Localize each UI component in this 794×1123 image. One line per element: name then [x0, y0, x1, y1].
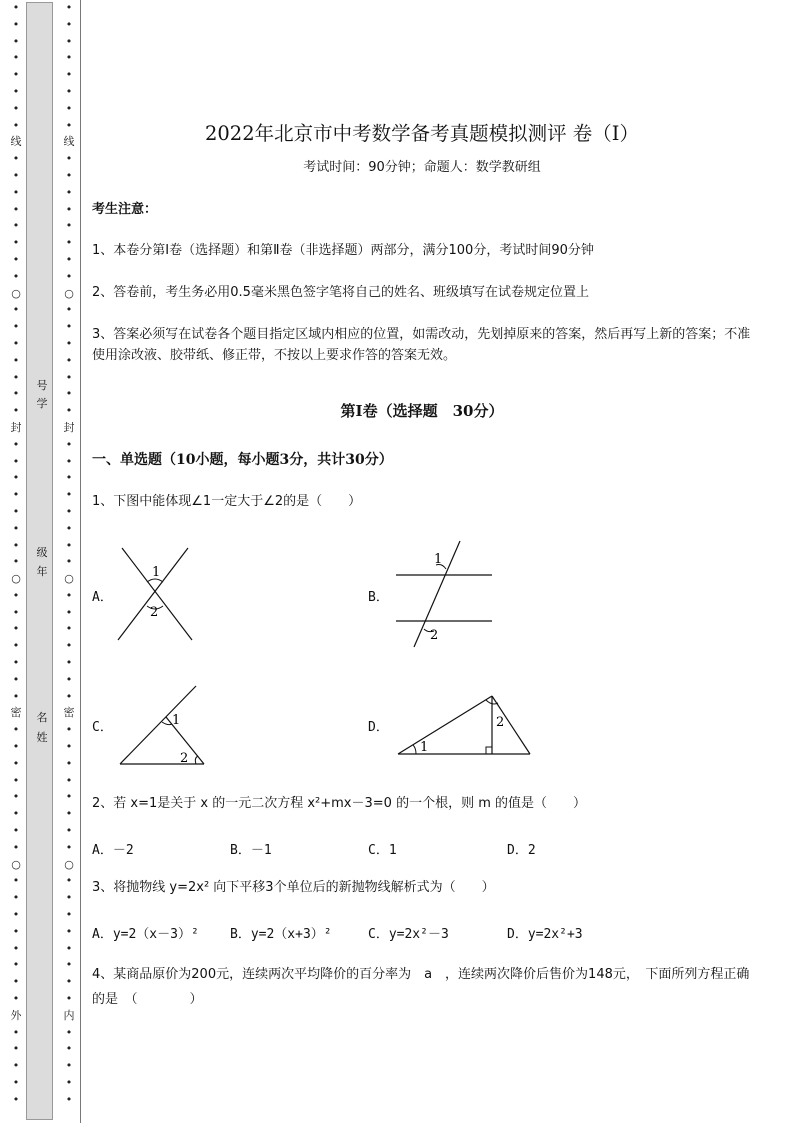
field-label-xuehao-2: 学: [36, 397, 48, 410]
section1-title: 一、单选题（10小题，每小题3分，共计30分）: [92, 452, 393, 468]
binding-dot: •: [12, 202, 20, 216]
binding-dot: •: [12, 605, 20, 619]
binding-dot: •: [12, 622, 20, 636]
binding-dot: •: [65, 252, 73, 266]
binding-dot: •: [65, 605, 73, 619]
q3-option-c: C．y=2x²－3: [368, 927, 449, 942]
q3-option-d: D．y=2x²+3: [507, 927, 583, 942]
binding-dot: •: [12, 1, 20, 14]
binding-dot: •: [65, 387, 73, 401]
binding-dot: •: [12, 1042, 20, 1056]
binding-dot: •: [12, 874, 20, 888]
binding-dot: •: [12, 824, 20, 838]
binding-dot: •: [65, 1076, 73, 1089]
binding-dot: •: [12, 68, 20, 82]
binding-mark: ○: [11, 857, 21, 871]
binding-dot: •: [65, 236, 73, 250]
angle-2-label: 2: [180, 751, 189, 766]
q2-option-c: C．1: [368, 843, 397, 858]
notice-heading: 考生注意：: [92, 202, 158, 217]
binding-dot: •: [12, 958, 20, 972]
binding-dot: •: [65, 538, 73, 552]
q2-option-b: B．－1: [230, 843, 272, 858]
binding-dot: •: [12, 236, 20, 250]
q1-option-d-label: D．: [368, 720, 389, 735]
part1-title: 第Ⅰ卷（选择题 30分）: [340, 402, 504, 420]
binding-dot: •: [12, 992, 20, 1006]
q1-figure-a: [110, 540, 200, 650]
q4-stem: 4、某商品原价为200元，连续两次平均降价的百分率为 a ，连续两次降价后售价为148元， 下面所列方程正确的是 （ ）: [92, 967, 750, 1007]
binding-mark: ○: [64, 286, 74, 300]
notice-item-2: 2、答卷前，考生务必用0.5毫米黑色签字笔将自己的姓名、班级填写在试卷规定位置上: [92, 285, 589, 300]
binding-dot: •: [65, 168, 73, 182]
binding-mark: 封: [10, 420, 22, 434]
binding-dot: •: [65, 756, 73, 770]
binding-dot: •: [65, 672, 73, 686]
binding-dot: •: [65, 353, 73, 367]
binding-mark: 外: [10, 1008, 22, 1022]
q2-option-a: A．－2: [92, 843, 134, 858]
binding-dot: •: [65, 908, 73, 922]
binding-dot: •: [12, 219, 20, 233]
angle-1-label: 1: [420, 740, 429, 755]
binding-dot: •: [65, 84, 73, 98]
binding-mark: ○: [64, 857, 74, 871]
binding-dot: •: [12, 672, 20, 686]
binding-dot: •: [65, 924, 73, 938]
outer-dotted-line: [8, 0, 24, 1123]
binding-dot: •: [12, 152, 20, 166]
binding-dot: •: [65, 51, 73, 65]
binding-dot: •: [65, 689, 73, 703]
binding-dot: •: [12, 504, 20, 518]
arc-2: [195, 756, 198, 764]
binding-mark: 线: [63, 135, 75, 149]
binding-dot: •: [65, 740, 73, 754]
binding-dot: •: [12, 555, 20, 569]
exam-title: 2022年北京市中考数学备考真题模拟测评 卷（Ⅰ）: [204, 122, 640, 145]
margin-rule: [80, 0, 81, 1123]
binding-dot: •: [12, 437, 20, 451]
binding-dot: •: [65, 639, 73, 653]
binding-dot: •: [12, 404, 20, 418]
binding-dot: •: [65, 840, 73, 854]
binding-dot: •: [12, 1076, 20, 1089]
binding-dot: •: [12, 740, 20, 754]
binding-dot: •: [65, 941, 73, 955]
binding-dot: •: [12, 101, 20, 115]
binding-dot: •: [65, 975, 73, 989]
binding-dot: •: [65, 824, 73, 838]
q1-option-c-label: C．: [92, 720, 113, 735]
binding-dot: •: [12, 924, 20, 938]
angle-1-label: 1: [434, 552, 443, 567]
binding-dot: •: [12, 320, 20, 334]
binding-dot: •: [65, 1025, 73, 1039]
binding-mark: 线: [10, 135, 22, 149]
field-label-xingming-1: 名: [36, 711, 48, 724]
binding-dot: •: [12, 336, 20, 350]
binding-mark: 密: [63, 706, 75, 720]
binding-dot: •: [12, 252, 20, 266]
binding-dot: •: [65, 101, 73, 115]
field-label-xuehao-1: 号: [36, 379, 48, 392]
angle-2-label: 2: [150, 605, 159, 620]
inner-dotted-line: [61, 0, 77, 1123]
binding-dot: •: [12, 689, 20, 703]
binding-dot: •: [65, 1092, 73, 1106]
binding-dot: •: [65, 1, 73, 14]
binding-dot: •: [65, 958, 73, 972]
binding-dot: •: [65, 992, 73, 1006]
binding-dot: •: [65, 202, 73, 216]
binding-dot: •: [12, 807, 20, 821]
q1-option-a-label: A．: [92, 590, 113, 605]
binding-dot: •: [65, 269, 73, 283]
binding-dot: •: [65, 874, 73, 888]
binding-mark: ○: [11, 286, 21, 300]
binding-dot: •: [65, 1042, 73, 1056]
field-label-nianji-1: 级: [36, 546, 48, 559]
right-angle-mark: [486, 747, 492, 754]
binding-dot: •: [12, 185, 20, 199]
binding-dot: •: [12, 975, 20, 989]
binding-dot: •: [12, 908, 20, 922]
student-info-column: [26, 2, 53, 1120]
binding-dot: •: [65, 521, 73, 535]
binding-dot: •: [12, 1059, 20, 1073]
binding-dot: •: [12, 639, 20, 653]
binding-dot: •: [12, 387, 20, 401]
binding-dot: •: [12, 773, 20, 787]
notice-item-3: 3、答案必须写在试卷各个题目指定区域内相应的位置，如需改动，先划掉原来的答案，然后再写上新的答案；不准使用涂改液、胶带纸、修正带，不按以上要求作答的答案无效。: [92, 327, 751, 363]
binding-mark: 内: [63, 1008, 75, 1022]
binding-dot: •: [65, 336, 73, 350]
binding-dot: •: [65, 34, 73, 48]
binding-dot: •: [65, 1059, 73, 1073]
binding-dot: •: [12, 118, 20, 132]
binding-dot: •: [12, 454, 20, 468]
binding-dot: •: [65, 622, 73, 636]
angle-2-label: 2: [430, 628, 439, 643]
q2-option-d: D．2: [507, 843, 536, 858]
binding-dot: •: [12, 723, 20, 737]
binding-dot: •: [65, 437, 73, 451]
hypotenuse: [398, 696, 492, 754]
binding-margin: [0, 0, 82, 1123]
q1-figure-d: [392, 690, 537, 760]
notice-item-1: 1、本卷分第Ⅰ卷（选择题）和第Ⅱ卷（非选择题）两部分，满分100分，考试时间90分钟: [92, 243, 594, 258]
line-a2: [118, 548, 188, 640]
binding-dot: •: [12, 656, 20, 670]
binding-dot: •: [65, 404, 73, 418]
binding-dot: •: [65, 152, 73, 166]
q1-figure-c: [112, 680, 212, 772]
field-label-xingming-2: 姓: [36, 731, 48, 744]
binding-dot: •: [12, 34, 20, 48]
binding-dot: •: [12, 471, 20, 485]
q2-stem: 2、若 x=1是关于 x 的一元二次方程 x²+mx－3=0 的一个根，则 m 的值是（ ）: [92, 796, 587, 811]
binding-dot: •: [65, 891, 73, 905]
binding-dot: •: [12, 488, 20, 502]
binding-dot: •: [65, 68, 73, 82]
binding-dot: •: [65, 656, 73, 670]
binding-dot: •: [12, 303, 20, 317]
arc-1: [413, 745, 416, 754]
binding-dot: •: [12, 521, 20, 535]
binding-dot: •: [65, 790, 73, 804]
binding-dot: •: [65, 555, 73, 569]
binding-mark: ○: [11, 572, 21, 586]
binding-dot: •: [12, 891, 20, 905]
binding-mark: 密: [10, 706, 22, 720]
binding-dot: •: [12, 790, 20, 804]
binding-dot: •: [65, 488, 73, 502]
exam-subtitle: 考试时间：90分钟；命题人：数学教研组: [303, 160, 541, 175]
binding-dot: •: [12, 756, 20, 770]
binding-dot: •: [12, 370, 20, 384]
q3-option-b: B．y=2（x+3）²: [230, 927, 332, 942]
binding-dot: •: [65, 370, 73, 384]
binding-dot: •: [65, 504, 73, 518]
binding-dot: •: [65, 303, 73, 317]
binding-dot: •: [12, 941, 20, 955]
line-a1: [122, 548, 192, 640]
binding-dot: •: [65, 17, 73, 31]
binding-dot: •: [12, 588, 20, 602]
binding-dot: •: [65, 118, 73, 132]
binding-dot: •: [65, 588, 73, 602]
q3-option-a: A．y=2（x－3）²: [92, 927, 199, 942]
binding-dot: •: [65, 320, 73, 334]
binding-dot: •: [12, 168, 20, 182]
q1-option-b-label: B．: [368, 590, 389, 605]
binding-dot: •: [12, 1025, 20, 1039]
binding-mark: ○: [64, 572, 74, 586]
angle-1-label: 1: [152, 565, 161, 580]
binding-dot: •: [12, 840, 20, 854]
binding-dot: •: [65, 454, 73, 468]
binding-dot: •: [65, 185, 73, 199]
binding-dot: •: [12, 51, 20, 65]
binding-dot: •: [12, 538, 20, 552]
binding-dot: •: [65, 471, 73, 485]
field-label-nianji-2: 年: [36, 565, 48, 578]
binding-dot: •: [12, 353, 20, 367]
binding-dot: •: [12, 269, 20, 283]
binding-dot: •: [12, 17, 20, 31]
binding-mark: 封: [63, 420, 75, 434]
q1-stem: 1、下图中能体现∠1一定大于∠2的是（ ）: [92, 494, 362, 509]
binding-dot: •: [12, 1092, 20, 1106]
binding-dot: •: [65, 773, 73, 787]
binding-dot: •: [65, 807, 73, 821]
binding-dot: •: [65, 219, 73, 233]
q3-stem: 3、将抛物线 y=2x² 向下平移3个单位后的新抛物线解析式为（ ）: [92, 880, 495, 895]
q1-figure-b: [390, 535, 500, 653]
angle-2-label: 2: [496, 715, 505, 730]
binding-dot: •: [65, 723, 73, 737]
binding-dot: •: [12, 84, 20, 98]
angle-1-label: 1: [172, 713, 181, 728]
